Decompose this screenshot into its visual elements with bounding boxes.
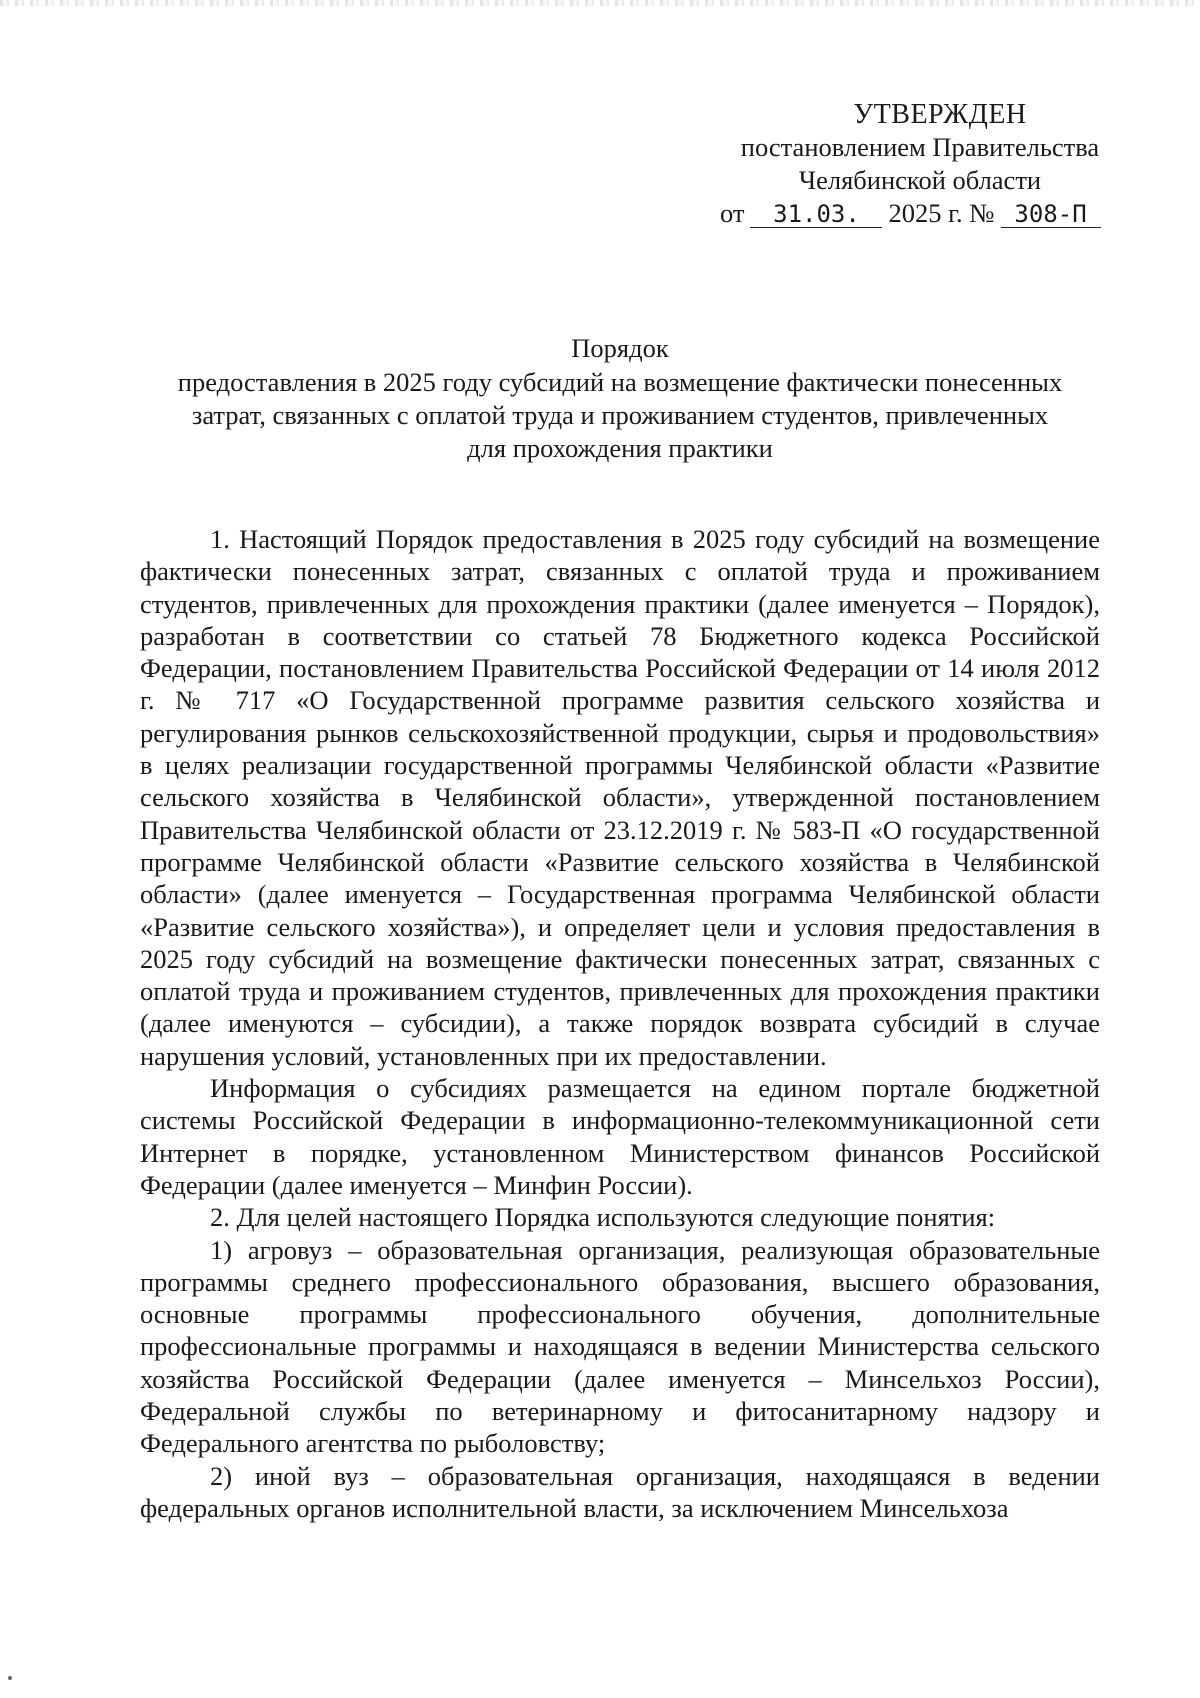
number-field: 308-П bbox=[1001, 201, 1101, 228]
title-line-3: для прохождения практики bbox=[467, 433, 773, 463]
title-line-1: предоставления в 2025 году субсидий на возмещение фактически понесенных bbox=[177, 367, 1063, 397]
approval-line-2: Челябинской области bbox=[798, 165, 1042, 195]
paragraph-3: 2. Для целей настоящего Порядка используются следующие понятия: bbox=[210, 1202, 996, 1233]
approval-stamp bbox=[700, 98, 1140, 230]
approval-line-1: постановлением Правительства bbox=[740, 132, 1100, 162]
paragraph-2: Информация о субсидиях размещается на едином портале бюджетной системы Российской Федерации в информационно-телекоммуникационной сети Интернет в порядке, установленном Министерством финансов Российской Федерации (далее именуется – Минфин России). bbox=[140, 1073, 1100, 1200]
title-line-2: затрат, связанных с оплатой труда и проживанием студентов, привлеченных bbox=[191, 400, 1049, 430]
approval-date-line bbox=[720, 197, 1140, 230]
scan-speck bbox=[8, 1676, 12, 1680]
document-title bbox=[140, 332, 1100, 465]
paragraph-5: 2) иной вуз – образовательная организация, находящаяся в ведении федеральных органов исполнительной власти, за исключением Минсельхоза bbox=[140, 1460, 1100, 1523]
document-body bbox=[140, 523, 1100, 1524]
paragraph-1: 1. Настоящий Порядок предоставления в 2025 году субсидий на возмещение фактически понесенных затрат, связанных с оплатой труда и проживанием студентов, привлеченных для прохождения практики (далее именуется – Порядок), разработан в соответствии со статьей 78 Бюджетного кодекса Российской Федерации, постановлением Правительства Российской Федерации от 14 июля 2012 г. № 717 «О Государственной программе развития сельского хозяйства и регулирования рынков сельскохозяйственной продукции, сырья и продовольствия» в целях реализации государственной программы Челябинской области «Развитие сельского хозяйства в Челябинской области», утвержденной постановлением Правительства Челябинской области от 23.12.2019 г. № 583-П «О государственной программе Челябинской области «Развитие сельского хозяйства в Челябинской области» (далее именуется – Государственная программа Челябинской области «Развитие сельского хозяйства»), и определяет цели и условия предоставления в 2025 году субсидий на возмещение фактически понесенных затрат, связанных с оплатой труда и проживанием студентов, привлеченных для прохождения практики (далее именуются – субсидии), а также порядок возврата субсидий в случае нарушения условий, установленных при их предоставлении. bbox=[140, 524, 1100, 1071]
scan-edge bbox=[0, 0, 1200, 6]
year-text: 2025 г. № bbox=[888, 198, 995, 228]
title-heading: Порядок bbox=[571, 333, 669, 363]
paragraph-4: 1) агровуз – образовательная организация, реализующая образовательные программы среднего профессионального образования, высшего образования, основные программы профессионального обучения, дополнительные профессиональные программы и находящаяся в ведении Министерства сельского хозяйства Российской Федерации (далее именуется – Минсельхоз России), Федеральной службы по ветеринарному и фитосанитарному надзору и Федерального агентства по рыболовству; bbox=[140, 1234, 1100, 1459]
date-field: 31.03. bbox=[750, 201, 882, 228]
date-prefix: от bbox=[720, 198, 745, 228]
approved-heading: УТВЕРЖДЕН bbox=[853, 99, 1027, 130]
